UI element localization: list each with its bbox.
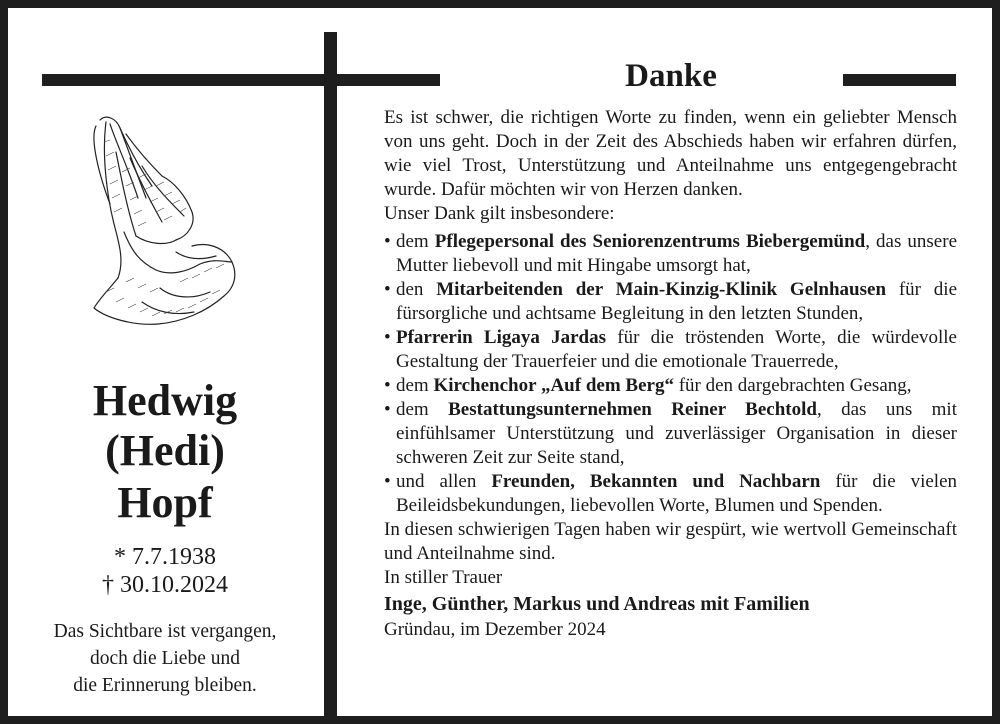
- item-text: für die tröstenden Worte, die würdevolle Gestaltung der Trauerfeier und die emotionale Trauerrede,: [396, 327, 957, 372]
- memorial-verse: [20, 618, 310, 699]
- bullet-icon: •: [384, 375, 391, 396]
- item-recipient: Bestattungsunternehmen Reiner Bechtold: [448, 399, 817, 420]
- cross-horizontal-bar: [42, 74, 440, 86]
- title-rule-right: [843, 74, 956, 86]
- item-prefix: dem: [396, 399, 449, 420]
- verse-line: die Erinnerung bleiben.: [73, 675, 257, 696]
- deceased-name-surname: Hopf: [117, 478, 213, 527]
- item-prefix: den: [396, 279, 437, 300]
- list-item: [384, 230, 957, 278]
- list-item: [384, 374, 957, 398]
- bullet-icon: •: [384, 399, 391, 420]
- bullet-icon: •: [384, 327, 391, 348]
- place-date: Gründau, im Dezember 2024: [384, 619, 606, 640]
- item-text: für den dargebrachten Gesang,: [673, 375, 912, 396]
- list-item: [384, 470, 957, 518]
- mourning-line: In stiller Trauer: [384, 567, 503, 588]
- item-prefix: dem: [396, 231, 435, 252]
- cross-vertical-bar: [324, 32, 337, 724]
- list-item: [384, 398, 957, 470]
- item-recipient: Freunden, Bekannten und Nachbarn: [491, 471, 821, 492]
- bullet-icon: •: [384, 231, 391, 252]
- verse-line: doch die Liebe und: [90, 648, 240, 669]
- thanks-list: [384, 230, 957, 518]
- praying-hands-icon: [76, 112, 242, 334]
- thanks-lead: Unser Dank gilt insbesondere:: [384, 203, 615, 224]
- deceased-name-nickname: (Hedi): [105, 426, 225, 475]
- item-text: für die fürsorgliche und achtsame Begleitung in den letzten Stunden,: [396, 279, 957, 324]
- item-text: für die vielen Beileidsbekundungen, liebevollen Worte, Blumen und Spenden.: [396, 471, 958, 516]
- item-text: , das uns mit einfühlsamer Unterstützung und zuverlässiger Organisation in dieser schweren Zeit zur Seite stand,: [396, 399, 957, 468]
- page-title: Danke: [625, 58, 717, 94]
- bullet-icon: •: [384, 279, 391, 300]
- item-recipient: Pfarrerin Ligaya Jardas: [396, 327, 606, 348]
- death-date: † 30.10.2024: [102, 572, 228, 598]
- item-recipient: Mitarbeitenden der Main-Kinzig-Klinik Gelnhausen: [436, 279, 887, 300]
- item-prefix: und allen: [396, 471, 492, 492]
- verse-line: Das Sichtbare ist vergangen,: [53, 621, 277, 642]
- list-item: [384, 326, 957, 374]
- deceased-name-first: Hedwig: [92, 376, 238, 425]
- list-item: [384, 278, 957, 326]
- item-recipient: Kirchenchor „Auf dem Berg“: [433, 375, 674, 396]
- birth-date: * 7.7.1938: [114, 544, 216, 570]
- item-prefix: dem: [396, 375, 434, 396]
- thank-you-text: [384, 106, 957, 642]
- intro-paragraph: Es ist schwer, die richtigen Worte zu finden, wenn ein geliebter Mensch von uns geht. Doch in der Zeit des Abschieds haben wir erfahren dürfen, wie viel Trost, Unterstützung und Anteilnahme uns entgegengebracht wurde. Dafür möchten wir von Herzen danken.: [384, 107, 957, 200]
- bullet-icon: •: [384, 471, 391, 492]
- item-recipient: Pflegepersonal des Seniorenzentrums Biebergemünd: [434, 231, 866, 252]
- family-signature: Inge, Günther, Markus und Andreas mit Familien: [384, 593, 810, 615]
- item-text: , das unsere Mutter liebevoll und mit Hingabe umsorgt hat,: [396, 231, 958, 276]
- closing-paragraph: In diesen schwierigen Tagen haben wir gespürt, wie wertvoll Gemeinschaft und Anteilnahme sind.: [384, 519, 957, 564]
